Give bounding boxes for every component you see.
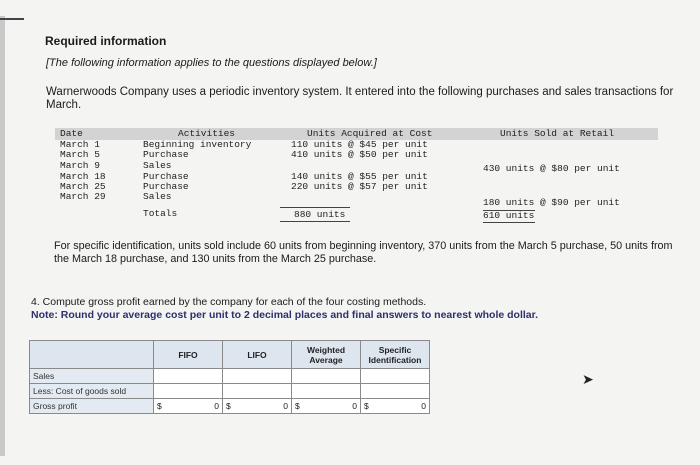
sales-specific-id-input[interactable] (361, 369, 430, 384)
cogs-label: Less: Cost of goods sold (30, 384, 154, 399)
cogs-weighted-average-input[interactable] (292, 384, 361, 399)
header-units-sold: Units Sold at Retail (500, 128, 615, 139)
currency-symbol: $ (157, 401, 162, 411)
transaction-date: March 18 (60, 171, 106, 182)
specific-identification-note: For specific identification, units sold include 60 units from beginning inventory, 370 units from the March 5 purchase, 50 units from the March 18 purchase, and 130 units from the March 25 purchase. (54, 240, 673, 265)
transaction-date: March 5 (60, 149, 100, 160)
transaction-activity: Sales (143, 191, 172, 202)
transaction-date: March 29 (60, 191, 106, 202)
transaction-acquired: 410 units @ $50 per unit (291, 149, 428, 160)
gross-profit-fifo-value: 0 (214, 401, 219, 411)
gross-profit-label: Gross profit (30, 399, 154, 414)
transaction-activity: Purchase (143, 171, 189, 182)
transaction-date: March 9 (60, 160, 100, 171)
mouse-cursor-icon: ➤ (582, 371, 594, 387)
intro-text: Warnerwoods Company uses a periodic inventory system. It entered into the following purchases and sales transactions for March. (46, 86, 674, 111)
required-info-subtitle: [The following information applies to the questions displayed below.] (46, 57, 377, 69)
sales-label: Sales (30, 369, 154, 384)
transaction-acquired: 140 units @ $55 per unit (291, 171, 428, 182)
gross-profit-weighted-average (292, 399, 361, 414)
left-margin-bar (0, 16, 5, 456)
transaction-sold: 430 units @ $80 per unit (483, 163, 620, 174)
gross-profit-lifo-value: 0 (283, 401, 288, 411)
gross-profit-lifo (223, 399, 292, 414)
totals-label: Totals (143, 208, 178, 219)
gross-profit-row (30, 399, 430, 414)
sales-row (30, 369, 430, 384)
sales-weighted-average-input[interactable] (292, 369, 361, 384)
header-activities: Activities (178, 128, 236, 139)
acquired-double-underline (280, 221, 350, 222)
transaction-activity: Sales (143, 160, 172, 171)
gross-profit-table (29, 340, 430, 414)
acquired-underline (280, 207, 350, 208)
col-fifo: FIFO (154, 341, 223, 369)
currency-symbol: $ (226, 401, 231, 411)
total-sold: 610 units (483, 210, 535, 221)
cogs-row (30, 384, 430, 399)
transaction-activity: Purchase (143, 181, 189, 192)
corner-marker (0, 18, 24, 20)
gross-profit-specific-id-value: 0 (421, 401, 426, 411)
transaction-sold: 180 units @ $90 per unit (483, 197, 620, 208)
header-units-acquired: Units Acquired at Cost (307, 128, 433, 139)
currency-symbol: $ (364, 401, 369, 411)
cogs-specific-id-input[interactable] (361, 384, 430, 399)
col-weighted-average: Weighted Average (292, 341, 361, 369)
gross-profit-specific-id (361, 399, 430, 414)
header-date: Date (60, 128, 83, 139)
transaction-acquired: 220 units @ $57 per unit (291, 181, 428, 192)
transaction-activity: Beginning inventory (143, 139, 252, 150)
cogs-lifo-input[interactable] (223, 384, 292, 399)
transaction-date: March 25 (60, 181, 106, 192)
question-note: Note: Round your average cost per unit to 2 decimal places and final answers to nearest whole dollar. (31, 309, 539, 321)
header-blank (30, 341, 154, 369)
transaction-date: March 1 (60, 139, 100, 150)
required-info-title: Required information (45, 34, 167, 48)
currency-symbol: $ (295, 401, 300, 411)
gross-profit-fifo (154, 399, 223, 414)
col-specific-identification: Specific Identification (361, 341, 430, 369)
transaction-acquired: 110 units @ $45 per unit (291, 139, 428, 150)
gross-profit-header-row (30, 341, 430, 369)
gross-profit-weighted-average-value: 0 (352, 401, 357, 411)
question-title: 4. Compute gross profit earned by the company for each of the four costing methods. (31, 296, 427, 308)
transaction-activity: Purchase (143, 149, 189, 160)
sales-lifo-input[interactable] (223, 369, 292, 384)
cogs-fifo-input[interactable] (154, 384, 223, 399)
sold-double-underline (483, 222, 535, 223)
col-lifo: LIFO (223, 341, 292, 369)
total-acquired: 880 units (294, 209, 346, 220)
sales-fifo-input[interactable] (154, 369, 223, 384)
